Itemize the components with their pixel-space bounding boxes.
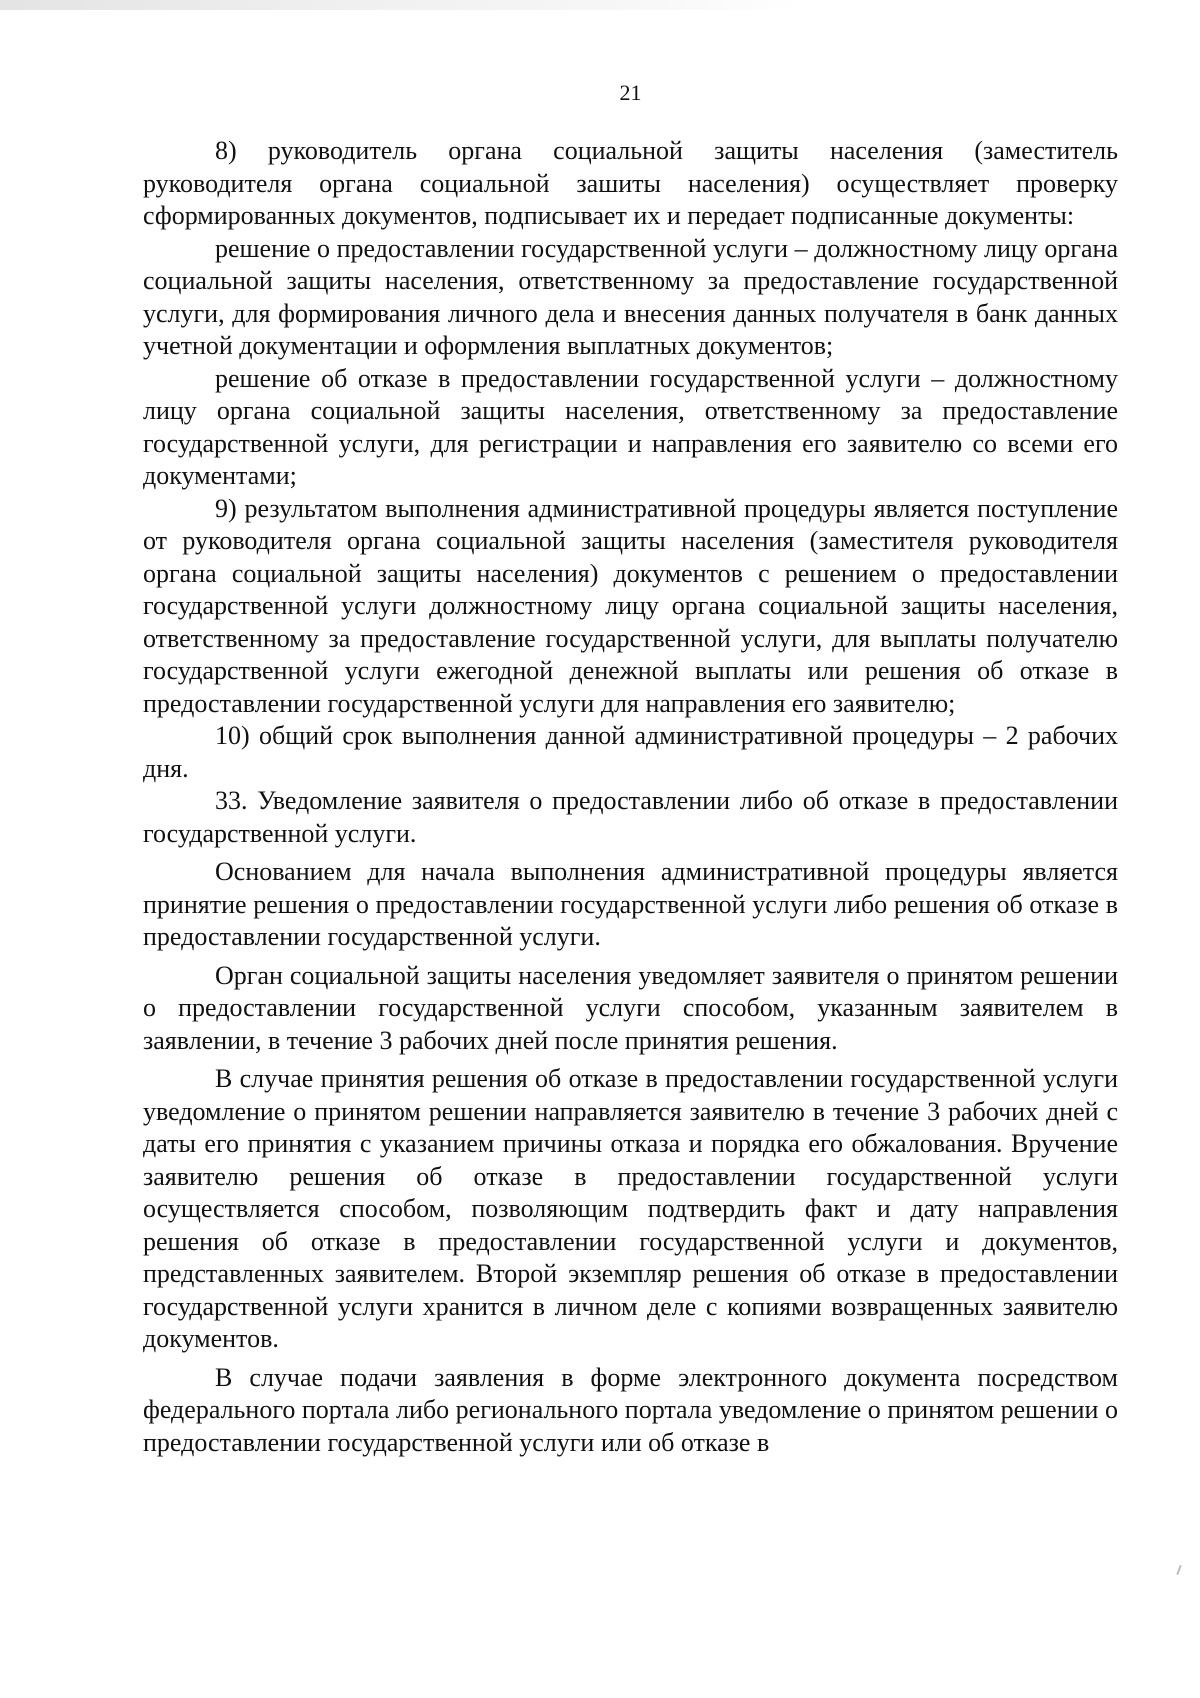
scan-artifact xyxy=(0,0,800,10)
paragraph-item-8: 8) руководитель органа социальной защиты населения (заместитель руководителя органа социальной зашиты населения) осуществляет проверку сформированных документов, подписывает их и передает подписанные документы: xyxy=(143,136,1118,230)
paragraph-basis: Основанием для начала выполнения административной процедуры является принятие решения о предоставлении государственной услуги либо решения об отказе в предоставлении государственной услуги. xyxy=(143,857,1118,951)
scan-mark xyxy=(1176,1565,1181,1575)
paragraph-notification: Орган социальной защиты населения уведомляет заявителя о принятом решении о предоставлении государственной услуги способом, указанным заявителем в заявлении, в течение 3 рабочих дней после принятия решения. xyxy=(143,960,1118,1055)
document-body xyxy=(143,135,1118,1459)
paragraph-item-10: 10) общий срок выполнения данной административной процедуры – 2 рабочих дня. xyxy=(143,721,1118,783)
paragraph-decision-refusal: решение об отказе в предоставлении государственной услуги – должностному лицу органа социальной защиты населения, ответственному за предоставление государственной услуги, для регистрации и направления его заявителю со всеми его документами; xyxy=(143,363,1118,490)
paragraph-refusal-case: В случае принятия решения об отказе в предоставлении государственной услуги уведомление о принятом решении направляется заявителю в течение 3 рабочих дней с даты его принятия с указанием причины отказа и порядка его обжалования. Вручение заявителю решения об отказе в предоставлении государственной услуги осуществляется способом, позволяющим подтвердить факт и дату направления решения об отказе в предоставлении государственной услуги и документов, представленных заявителем. Второй экземпляр решения об отказе в предоставлении государственной услуги хранится в личном деле с копиями возвращенных заявителю документов. xyxy=(143,1064,1118,1353)
paragraph-electronic-case: В случае подачи заявления в форме электронного документа посредством федерального портала либо регионального портала уведомление о принятом решении о предоставлении государственной услуги или об отказе в xyxy=(143,1362,1118,1457)
paragraph-item-9: 9) результатом выполнения административной процедуры является поступление от руководителя органа социальной защиты населения (заместителя руководителя органа социальной защиты населения) документов с решением о предоставлении государственной услуги должностному лицу органа социальной защиты населения, ответственному за предоставление государственной услуги, для выплаты получателю государственной услуги ежегодной денежной выплаты или решения об отказе в предоставлении государственной услуги для направления его заявителю; xyxy=(143,493,1118,718)
paragraph-decision-grant: решение о предоставлении государственной услуги – должностному лицу органа социальной защиты населения, ответственному за предоставление государственной услуги, для формирования личного дела и внесения данных получателя в банк данных учетной документации и оформления выплатных документов; xyxy=(143,233,1118,360)
paragraph-section-33: 33. Уведомление заявителя о предоставлении либо об отказе в предоставлении государственной услуги. xyxy=(143,786,1118,848)
page-number: 21 xyxy=(619,80,642,105)
